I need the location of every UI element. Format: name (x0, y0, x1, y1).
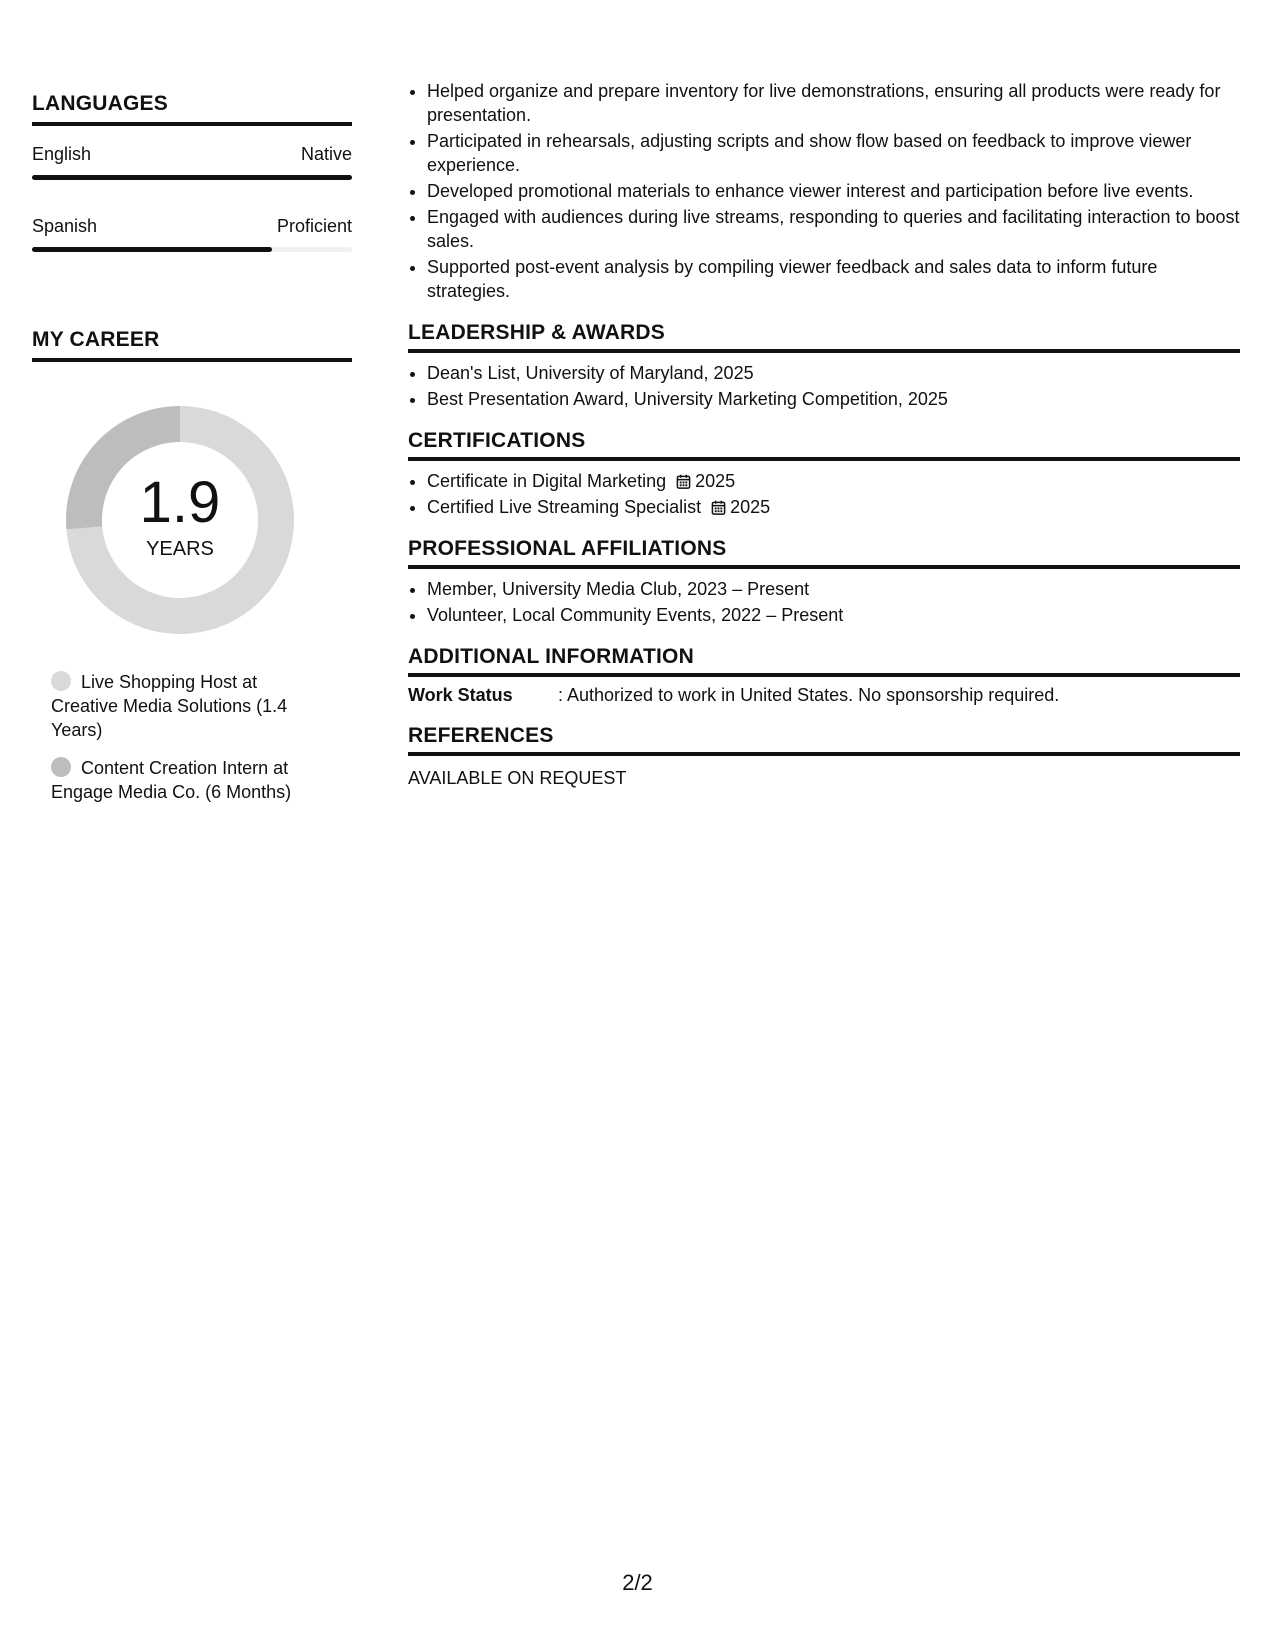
list-item (427, 469, 1240, 493)
career-legend-item (51, 756, 321, 804)
list-item: • Dean's List, University of Maryland, 2025 (427, 361, 1240, 385)
certification-name: Certified Live Streaming Specialist (427, 497, 702, 517)
career-legend-item (51, 670, 321, 742)
list-item: • Engaged with audiences during live streams, responding to queries and facilitating interaction to boost sales. (427, 205, 1240, 253)
career-total-unit: YEARS (146, 537, 214, 560)
languages-section (32, 92, 352, 252)
language-proficiency-fill (32, 175, 352, 180)
list-item: • Volunteer, Local Community Events, 2022 – Present (427, 603, 1240, 627)
references-heading: REFERENCES (408, 724, 1240, 756)
right-column (408, 79, 1240, 789)
list-item: • Supported post-event analysis by compiling viewer feedback and sales data to inform future strategies. (427, 255, 1240, 303)
list-item: • Best Presentation Award, University Marketing Competition, 2025 (427, 387, 1240, 411)
career-legend-label: Live Shopping Host at Creative Media Solutions (1.4 Years) (51, 672, 288, 740)
list-item (427, 495, 1240, 519)
work-status-row (408, 685, 1240, 706)
legend-dot-icon (51, 757, 71, 777)
calendar-icon (676, 474, 691, 489)
certifications-section (408, 429, 1240, 519)
certification-year: 2025 (730, 497, 771, 517)
list-item: • Developed promotional materials to enhance viewer interest and participation before live events. (427, 179, 1240, 203)
additional-info-heading: ADDITIONAL INFORMATION (408, 645, 1240, 677)
career-legend (51, 670, 321, 804)
language-name: Spanish (32, 216, 98, 236)
certifications-heading: CERTIFICATIONS (408, 429, 1240, 461)
language-proficiency-fill (32, 247, 272, 252)
language-proficiency-bar (32, 247, 352, 252)
language-level: Native (300, 144, 352, 164)
calendar-icon (711, 500, 726, 515)
language-item (32, 216, 352, 252)
certification-year: 2025 (695, 471, 736, 491)
additional-info-section (408, 645, 1240, 706)
list-item: • Participated in rehearsals, adjusting scripts and show flow based on feedback to improve viewer experience. (427, 129, 1240, 177)
page-number: 2/2 (622, 1570, 653, 1595)
career-donut-chart (66, 406, 294, 634)
language-level: Proficient (276, 216, 352, 236)
work-status-value: : Authorized to work in United States. No sponsorship required. (558, 685, 1060, 705)
leadership-heading: LEADERSHIP & AWARDS (408, 321, 1240, 353)
languages-heading: LANGUAGES (32, 92, 352, 126)
legend-dot-icon (51, 671, 71, 691)
career-total-value: 1.9 (139, 469, 221, 535)
list-item: • Helped organize and prepare inventory for live demonstrations, ensuring all products were ready for presentation. (427, 79, 1240, 127)
affiliations-section (408, 537, 1240, 627)
certification-name: Certificate in Digital Marketing (427, 471, 667, 491)
work-status-label: Work Status (408, 685, 513, 705)
affiliations-heading: PROFESSIONAL AFFILIATIONS (408, 537, 1240, 569)
references-text: AVAILABLE ON REQUEST (408, 768, 627, 788)
experience-bullets (408, 79, 1240, 303)
leadership-section (408, 321, 1240, 411)
left-column (32, 92, 352, 818)
language-item (32, 144, 352, 180)
career-heading: MY CAREER (32, 328, 352, 362)
language-proficiency-bar (32, 175, 352, 180)
list-item: • Member, University Media Club, 2023 – Present (427, 577, 1240, 601)
career-section (32, 328, 352, 804)
language-name: English (32, 144, 92, 164)
references-section (408, 724, 1240, 789)
career-legend-label: Content Creation Intern at Engage Media Co. (6 Months) (51, 758, 292, 802)
